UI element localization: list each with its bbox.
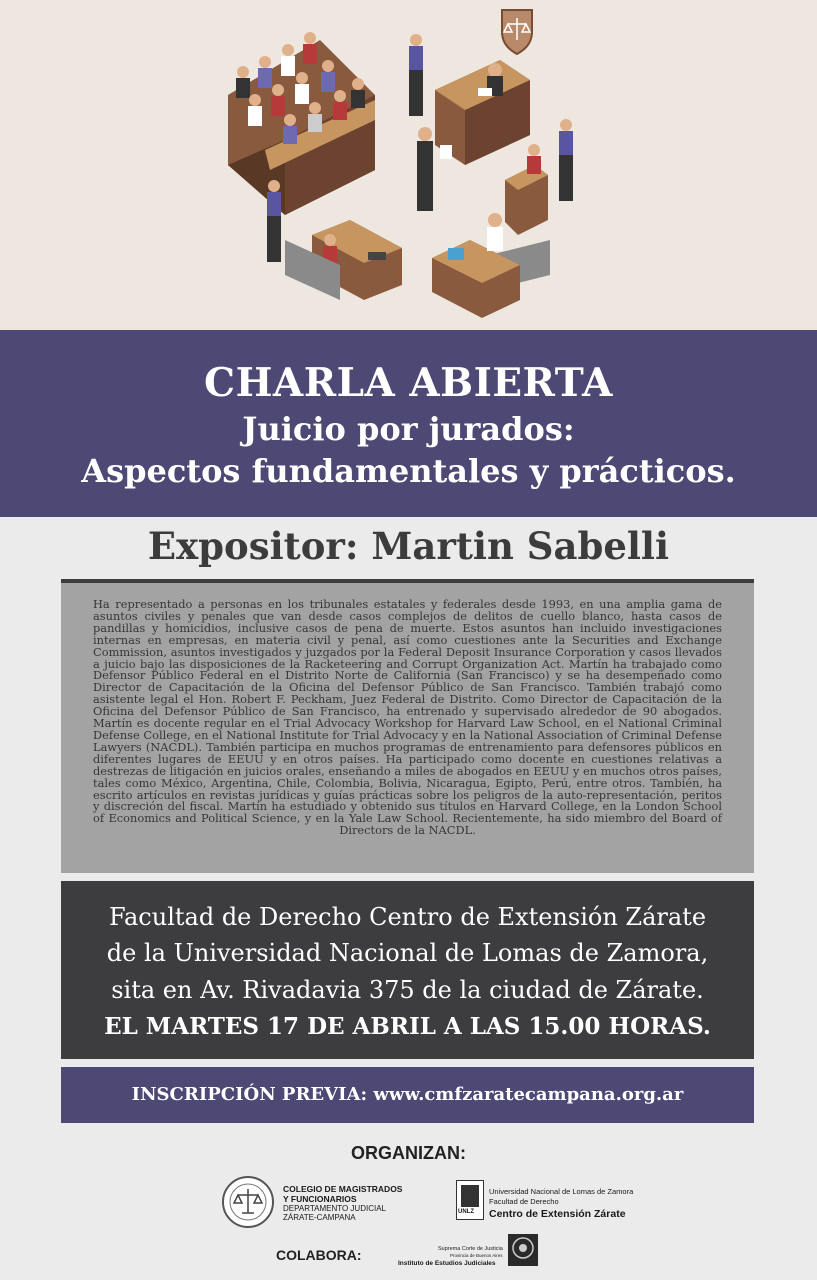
- organizers-label: ORGANIZAN:: [351, 1143, 466, 1163]
- venue-line-1: Facultad de Derecho Centro de Extensión Zárate: [108, 903, 707, 931]
- colegio-name-2: Y FUNCIONARIOS: [283, 1194, 357, 1204]
- venue-box: [61, 881, 754, 1059]
- hero-illustration: [0, 0, 817, 330]
- collaborates-label: COLABORA:: [276, 1247, 362, 1263]
- colegio-dept-1: DEPARTAMENTO JUDICIAL: [283, 1204, 386, 1213]
- unlz-logo-icon: [456, 1180, 484, 1220]
- instituto-name: Instituto de Estudios Judiciales: [398, 1260, 496, 1267]
- unlz-name: Universidad Nacional de Lomas de Zamora: [489, 1187, 634, 1196]
- suprema-corte-seal-icon: [508, 1234, 538, 1266]
- event-date: EL MARTES 17 DE ABRIL A LAS 15.00 HORAS.: [104, 1013, 711, 1040]
- colegio-name-1: COLEGIO DE MAGISTRADOS: [283, 1184, 403, 1194]
- colegio-dept-2: ZÁRATE-CAMPANA: [283, 1213, 356, 1222]
- unlz-faculty: Facultad de Derecho: [489, 1197, 559, 1206]
- event-title: CHARLA ABIERTA: [204, 360, 613, 406]
- registration-banner[interactable]: INSCRIPCIÓN PREVIA: www.cmfzaratecampana.org.ar: [61, 1067, 754, 1123]
- event-subtitle-2: Aspectos fundamentales y prácticos.: [81, 452, 736, 490]
- courtroom-illustration: [0, 0, 817, 330]
- unlz-center: Centro de Extensión Zárate: [489, 1208, 626, 1220]
- suprema-corte-name: Suprema Corte de Justicia: [438, 1246, 503, 1252]
- event-subtitle-1: Juicio por jurados:: [242, 410, 575, 448]
- venue-line-3: sita en Av. Rivadavia 375 de la ciudad de Zárate.: [111, 976, 704, 1004]
- suprema-corte-province: Provincia de Buenos Aires: [450, 1253, 503, 1258]
- speaker-heading: Expositor: Martin Sabelli: [147, 524, 670, 568]
- scales-shield-icon: [502, 10, 532, 54]
- speaker-bio-text: Ha representado a personas en los tribunales estatales y federales desde 1993, en una amplia gama de asuntos civiles y penales que van desde casos complejos de delitos de cuello blanco, hasta casos de pandillas y homicidios, inclusive casos de pena de muerte. Estos asuntos han incluido investigaciones internas en empresas, en materia civil y penal, así como cuestiones ante la Securities and Exchange Commission, asuntos investigados y juzgados por la Federal Deposit Insurance Corporation y casos llevados a juicio bajo las disposiciones de la Racketeering and Corrupt Organization Act. Martín ha trabajado como Defensor Público Federal en el Distrito Norte de California (San Francisco) y se ha desempeñado como Director de Capacitación de la Oficina del Defensor Público de San Francisco. También trabajó como asistente legal el Hon. Robert F. Peckham, Juez Federal de Distrito. Como Director de Capacitación de la Oficina del Defensor Público de San Francisco, ha entrenado y supervisado alrededor de 90 abogados. Martín es docente regular en el Trial Advocacy Workshop for Harvard Law School, en el National Criminal Defense College, en el National Institute for Trial Advocacy y en la National Association of Criminal Defense Lawyers (NACDL). También participa en muchos programas de entrenamiento para defensores públicos en diferentes lugares de EEUU y en otros países. Ha participado como docente en cuestiones relativas a destrezas de litigación en juicios orales, enseñando a miles de abogados en EEUU y en muchos otros países, tales como México, Argentina, Chile, Colombia, Bolivia, Nicaragua, Egipto, Perú, entre otros. También, ha escrito artículos en revistas jurídicas y guías prácticas sobre los peligros de la auto-representación, peritos y discreción del fiscal. Martín ha estudiado y obtenido sus títulos en Harvard College, en la London School of Economics and Political Science, y en la Yale Law School. Recientemente, ha sido miembro del Board of Directors de la NACDL.: [93, 597, 722, 838]
- venue-line-2: de la Universidad Nacional de Lomas de Zamora,: [106, 939, 709, 967]
- speaker-bio-box: [61, 579, 754, 873]
- colegio-seal-icon: [221, 1175, 275, 1229]
- unlz-logo-text: UNLZ: [458, 1209, 474, 1215]
- title-banner: [0, 330, 817, 517]
